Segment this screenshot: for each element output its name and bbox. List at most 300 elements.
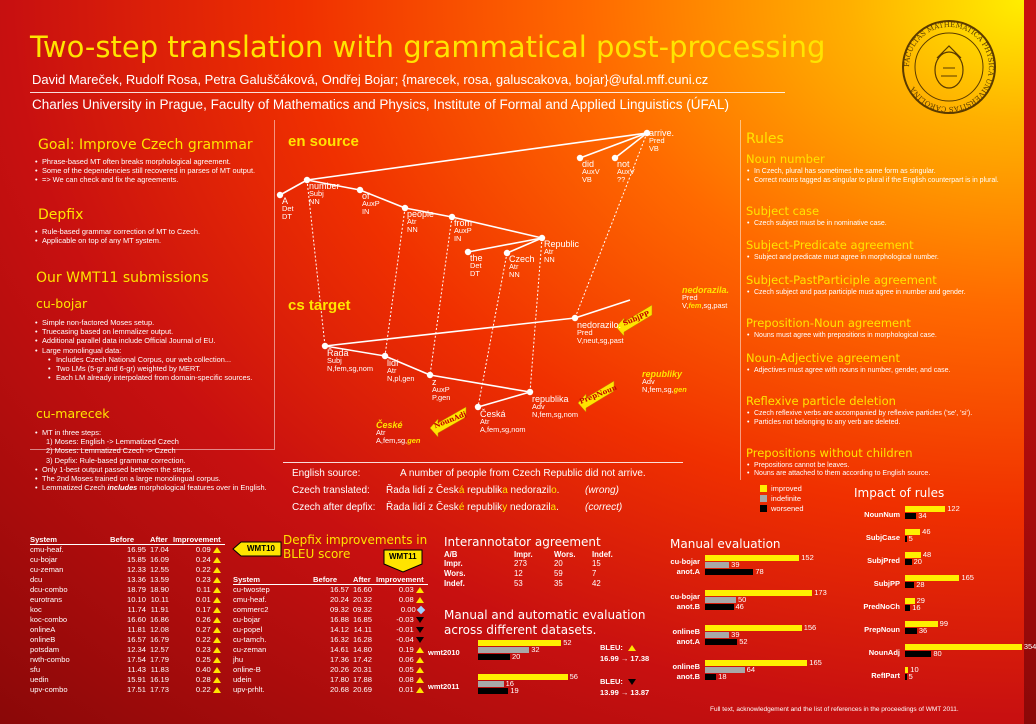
bar-value: 34 [918, 511, 927, 520]
sentence-text: Řada lidí z České republiky nedorazila. [386, 502, 559, 513]
up-arrow-icon [213, 557, 221, 563]
table-cell: 13.59 [150, 575, 170, 584]
alignment-link [430, 217, 452, 375]
tree-edge [468, 238, 542, 252]
list-item: • => We can check and fix the agreements. [34, 175, 274, 184]
morph-tag: N,pl,gen [387, 374, 415, 383]
group-label: wmt2010 [428, 648, 460, 657]
improvement-value: 0.28 [195, 675, 211, 684]
bar-value: 50 [738, 595, 747, 604]
list-item: • In Czech, plural has sometimes the same form as singular. [746, 168, 1008, 177]
improvement-value: 0.26 [195, 615, 211, 624]
table-cell: rwth-combo [30, 655, 70, 664]
improvement-value: 0.03 [398, 585, 414, 594]
bar [705, 625, 802, 631]
sentence-divider [283, 462, 683, 463]
table-cell [376, 605, 428, 615]
sentence-note: (correct) [585, 502, 623, 513]
list-item: • Large monolingual data: [34, 346, 274, 355]
word: nedorazilo. [577, 320, 622, 330]
group-label: onlineB [672, 627, 700, 636]
sentence-label: Czech translated: [292, 485, 370, 496]
table-cell: sfu [30, 665, 41, 674]
bar-value: 39 [731, 630, 740, 639]
table-cell [376, 675, 428, 685]
word: nedorazila. [682, 285, 730, 295]
table-cell [173, 585, 225, 595]
table-cell: 15.91 [126, 675, 146, 684]
table-cell: 15.85 [126, 555, 146, 564]
table-row [30, 595, 225, 605]
tree-node-label [454, 219, 472, 243]
table-cell: 16.85 [353, 615, 373, 624]
table-cell [173, 635, 225, 645]
rule-heading: Subject-PastParticiple agreement [746, 273, 937, 287]
sentence-label: Czech after depfix: [292, 502, 376, 513]
table-cell: 16.95 [126, 545, 146, 554]
improvement-value: 0.05 [398, 665, 414, 674]
bleu-value: 16.99 → 17.38 [600, 654, 650, 663]
bar [905, 559, 912, 565]
afun-tag: AuxP [362, 199, 380, 208]
bar [905, 651, 931, 657]
bar-value: 165 [961, 573, 974, 582]
down-arrow-icon [416, 627, 424, 633]
rule-description [746, 462, 1008, 479]
morph-tag: N,fem,sg,nom [327, 364, 374, 373]
table-cell: 12.57 [150, 645, 170, 654]
improvement-value: 0.23 [195, 645, 211, 654]
table-cell: 17.80 [329, 675, 349, 684]
sentence-label: English source: [292, 468, 361, 479]
up-arrow-icon [213, 667, 221, 673]
rule-label: NounNum [864, 510, 900, 519]
table-cell: cu-zeman [233, 645, 267, 654]
tree-node-label [642, 370, 687, 394]
table-cell: upv-prhlt. [233, 685, 265, 694]
goal-heading: Goal: Improve Czech grammar [38, 137, 253, 153]
improvement-value: 0.01 [398, 685, 414, 694]
down-arrow-icon [628, 679, 636, 685]
morph-tag: P,gen [432, 393, 451, 402]
bar [705, 604, 734, 610]
improvement-value: 0.09 [195, 545, 211, 554]
bar-value: 52 [739, 637, 748, 646]
morph-tag: IN [454, 234, 462, 243]
word: Republic [544, 239, 580, 249]
up-arrow-icon [416, 687, 424, 693]
table-cell: 20.24 [329, 595, 349, 604]
rule-label: PrepNoun [864, 625, 900, 634]
table-cell: 13.36 [126, 575, 146, 584]
cubojar-list [34, 318, 274, 382]
diamond-icon [416, 606, 424, 614]
sentence-text: A number of people from Czech Republic did not arrive. [400, 468, 646, 479]
column-header: After [150, 535, 173, 545]
table-row [233, 625, 428, 635]
improvement-value: 0.01 [195, 595, 211, 604]
tree-edge [575, 300, 630, 318]
column-header: System [30, 535, 110, 545]
table-cell: cu-bojar [30, 555, 58, 564]
table-cell: 17.42 [353, 655, 373, 664]
goal-list [34, 157, 274, 185]
bar [905, 605, 910, 611]
column-header: Improvement [173, 535, 225, 545]
bar-value: 173 [814, 588, 827, 597]
table-cell: 12.55 [150, 565, 170, 574]
table-cell: online-B [233, 665, 261, 674]
table-cell: 09.32 [329, 605, 349, 614]
improvement-value: 0.24 [195, 555, 211, 564]
bar-value: 18 [718, 672, 727, 681]
table-cell: Indef. [444, 579, 465, 588]
iaa-table [444, 550, 617, 589]
improvement-value: 0.11 [196, 585, 211, 594]
tree-edge [507, 238, 542, 253]
bar-value: 20 [913, 557, 922, 566]
table-cell: cu-tamch. [233, 635, 267, 644]
list-item: • Nouns must agree with prepositions in morphological case. [746, 332, 1008, 341]
table-cell: 11.91 [150, 605, 170, 614]
morph-tag: A,fem,sg,gen [376, 436, 421, 445]
tree-node-label [582, 160, 600, 184]
group-label: cu-bojar [670, 557, 700, 566]
bar-value: 5 [908, 672, 913, 681]
bar [478, 674, 568, 680]
table-cell: Impr. [444, 559, 463, 568]
bar [478, 640, 561, 646]
bar-value: 165 [809, 658, 822, 667]
table-cell: cu-popel [233, 625, 263, 634]
word: Czech [509, 254, 535, 264]
manual-auto-heading: Manual and automatic evaluation across different datasets. [444, 608, 646, 637]
column-header: After [353, 575, 376, 585]
legend-swatch [760, 485, 767, 492]
word: lidí [387, 358, 399, 368]
column-header: System [233, 575, 313, 585]
en-source-label: en source [288, 133, 359, 150]
morph-tag: IN [362, 207, 370, 216]
bar-value: 32 [531, 645, 540, 654]
table-row [233, 595, 428, 605]
down-arrow-icon [416, 637, 424, 643]
word: of [362, 191, 370, 201]
bar-value: 48 [922, 550, 932, 559]
group-label: onlineB [672, 662, 700, 671]
bar-value: 19 [510, 686, 519, 695]
rule-label: PrepNoun [578, 382, 619, 406]
table-cell: 15 [592, 559, 601, 568]
footer-note: Full text, acknowledgement and the list of references in the proceedings of WMT 2011. [710, 706, 959, 713]
tree-node-label [682, 286, 729, 310]
table-cell: Wors. [444, 569, 466, 578]
up-arrow-icon [213, 657, 221, 663]
list-subitem: • Each LM already interpolated from domain-specific sources. [34, 373, 274, 382]
word: republiky [642, 369, 683, 379]
wmt10-badge: WMT10 [233, 542, 281, 561]
up-arrow-icon [628, 645, 636, 651]
table-row [30, 635, 225, 645]
correction-arrow [430, 407, 468, 437]
tree-node-label [470, 254, 483, 278]
table-cell: 09.32 [353, 605, 373, 614]
table-row [30, 685, 225, 695]
table-row [233, 635, 428, 645]
table-cell: cmu-heaf. [233, 595, 267, 604]
list-item: • Truecasing based on lemmalizer output. [34, 327, 274, 336]
list-item: • Czech reflexive verbs are accompanied by reflexive particles ('se', 'si'). [746, 410, 1008, 419]
bar [905, 575, 959, 581]
table-cell: 12.34 [126, 645, 146, 654]
bar [705, 590, 812, 596]
improvement-value: -0.04 [396, 635, 414, 644]
group-label: cu-bojar [670, 592, 700, 601]
list-item: • Only 1-best output passed between the steps. [34, 465, 274, 474]
bar [705, 562, 729, 568]
afun-tag: Subj [327, 356, 342, 365]
tree-edge [325, 318, 575, 346]
bar [705, 597, 736, 603]
table-cell [173, 645, 225, 655]
rule-heading: Subject-Predicate agreement [746, 238, 914, 253]
afun-tag: Det [470, 261, 482, 270]
table-cell [173, 605, 225, 615]
column-header: Wors. [554, 550, 576, 559]
list-step: 3) Depfix: Rule-based grammar correction. [46, 455, 186, 465]
list-item: • Lemmatized Czech includes morphological features over in English. [34, 483, 274, 492]
morph-tag: V,fem,sg,past [682, 301, 728, 310]
svg-text:FACULTAS MATHEMATICA PHYSICA U: FACULTAS MATHEMATICA PHYSICA UNIVERSITAS CAROLINA [902, 20, 996, 114]
table-cell [173, 665, 225, 675]
table-row [30, 655, 225, 665]
improvement-value: 0.22 [195, 685, 211, 694]
table-cell [376, 685, 428, 695]
bar-value: 122 [947, 504, 960, 513]
table-cell: koc-combo [30, 615, 68, 624]
table-cell: 20.68 [329, 685, 349, 694]
table-cell: dcu [30, 575, 43, 584]
improvement-value: 0.08 [398, 595, 414, 604]
rule-description [746, 367, 1008, 376]
table-cell: 16.88 [329, 615, 349, 624]
table-cell: 14.80 [353, 645, 373, 654]
list-item: • The 2nd Moses trained on a large monolingual corpus. [34, 474, 274, 483]
table-cell: 20.32 [353, 595, 373, 604]
word: republika [532, 394, 569, 404]
table-cell: 11.83 [150, 665, 170, 674]
table-cell: 14.11 [353, 625, 373, 634]
tree-node-label [432, 378, 450, 402]
table-cell [173, 565, 225, 575]
bar-value: 156 [803, 623, 817, 632]
alignment-link [385, 208, 405, 356]
bar-value: 29 [916, 596, 925, 605]
afun-tag: Atr [387, 366, 397, 375]
up-arrow-icon [213, 567, 221, 573]
morph-tag: NN [544, 255, 555, 264]
rule-heading: Noun number [746, 152, 825, 166]
up-arrow-icon [213, 627, 221, 633]
table-row [233, 645, 428, 655]
table-cell: 20.26 [329, 665, 349, 674]
table-cell [173, 685, 225, 695]
wmt11-results-table [233, 575, 428, 695]
list-item: • Additional parallel data include Official Journal of EU. [34, 336, 274, 345]
word: arrive. [649, 128, 675, 138]
table-cell: 16.60 [126, 615, 146, 624]
improvement-value: 0.00 [400, 605, 416, 614]
table-cell: udein [233, 675, 252, 684]
bleu-label: BLEU: [600, 643, 623, 652]
table-cell: koc [30, 605, 42, 614]
bar-value: 28 [916, 580, 925, 589]
table-row [30, 615, 225, 625]
table-cell [376, 665, 428, 675]
rule-heading: Reflexive particle deletion [746, 394, 896, 408]
up-arrow-icon [416, 657, 424, 663]
table-cell: 35 [554, 579, 563, 588]
down-arrow-icon [416, 617, 424, 623]
word: České [376, 420, 403, 430]
table-row [233, 585, 428, 596]
table-cell [173, 575, 225, 585]
bar [905, 582, 914, 588]
manual-eval-chart [660, 555, 840, 695]
bar [478, 647, 529, 653]
group-label: anot.A [676, 637, 700, 646]
morph-tag: NN [309, 197, 320, 206]
bar [905, 674, 907, 680]
tree-node-label [480, 410, 526, 434]
list-item: • Applicable on top of any MT system. [34, 236, 274, 245]
table-cell [376, 615, 428, 625]
morph-tag: N,fem,sg,nom [532, 410, 579, 419]
rule-description [746, 168, 1008, 185]
rule-label: NounAdj [432, 409, 468, 431]
iaa-heading: Interannotator agreement [444, 535, 601, 549]
improvement-value: 0.08 [398, 675, 414, 684]
word: A [282, 196, 289, 206]
bar [705, 660, 807, 666]
up-arrow-icon [416, 587, 424, 593]
cumarecek-list [34, 428, 274, 492]
column-header: A/B [444, 550, 458, 559]
cs-target-label: cs target [288, 297, 351, 314]
cubojar-heading: cu-bojar [36, 296, 88, 311]
table-cell: 17.51 [126, 685, 146, 694]
bar-value: 20 [512, 652, 521, 661]
morph-tag: NN [407, 225, 418, 234]
tree-node-label [407, 210, 434, 234]
morph-tag: V,neut,sg,past [577, 336, 624, 345]
bar-value: 46 [735, 602, 744, 611]
column-header: Indef. [592, 550, 613, 559]
table-cell: 11.74 [127, 605, 146, 614]
tree-node-label [376, 421, 420, 445]
afun-tag: Atr [480, 417, 490, 426]
rule-description [746, 220, 1008, 229]
morph-tag: DT [282, 212, 292, 221]
bar [478, 688, 508, 694]
up-arrow-icon [213, 687, 221, 693]
table-cell [173, 595, 225, 605]
up-arrow-icon [416, 667, 424, 673]
table-cell: 16.79 [150, 635, 170, 644]
table-cell: 16.32 [329, 635, 349, 644]
bar [705, 569, 753, 575]
table-row [30, 575, 225, 585]
authors-line: David Mareček, Rudolf Rosa, Petra Galuščáková, Ondřej Bojar; {marecek, rosa, galuscakova, bojar}@ufal.mff.cuni.cz [32, 72, 709, 87]
bar [705, 639, 737, 645]
table-cell: 16.60 [353, 585, 373, 594]
table-row [233, 665, 428, 675]
table-cell: dcu-combo [30, 585, 68, 594]
table-cell [173, 625, 225, 635]
improvement-value: 0.23 [195, 575, 211, 584]
up-arrow-icon [416, 647, 424, 653]
group-label: anot.B [676, 672, 700, 681]
table-cell: eurotrans [30, 595, 63, 604]
word: from [454, 218, 472, 228]
up-arrow-icon [213, 547, 221, 553]
improvement-value: -0.03 [396, 615, 414, 624]
rule-description [746, 289, 1008, 298]
morph-tag: ?? [617, 175, 626, 184]
table-cell: cu-bojar [233, 615, 261, 624]
table-row [233, 655, 428, 665]
rules-heading: Rules [746, 131, 784, 147]
tree-node-label [387, 359, 415, 383]
afun-tag: Pred [577, 328, 593, 337]
rule-heading: Prepositions without children [746, 445, 913, 460]
up-arrow-icon [213, 637, 221, 643]
improvement-value: 0.19 [398, 645, 414, 654]
tree-node-label [362, 192, 380, 216]
bar [478, 654, 510, 660]
bar [905, 513, 916, 519]
table-row [30, 675, 225, 685]
list-item: • Nouns are attached to them according to English source. [746, 470, 1008, 479]
improvement-value: 0.25 [195, 655, 211, 664]
word: Řada [327, 348, 349, 358]
group-label: anot.A [676, 567, 700, 576]
improvement-value: 0.27 [195, 625, 211, 634]
list-item: • Czech subject and past participle must agree in number and gender. [746, 289, 1008, 298]
rule-label: NounAdj [868, 648, 900, 657]
word: Česká [480, 409, 506, 419]
improvement-value: 0.17 [195, 605, 211, 614]
word: not [617, 159, 630, 169]
table-cell: 18.90 [150, 585, 170, 594]
table-cell: 17.54 [126, 655, 146, 664]
bar-value: 16 [505, 679, 514, 688]
sentence-text: Řada lidí z Česká republika nedorazilo. [386, 485, 560, 496]
wmt-heading: Our WMT11 submissions [36, 270, 209, 286]
table-cell: 20 [554, 559, 563, 568]
afun-tag: AuxP [454, 226, 472, 235]
tree-edge [280, 180, 307, 195]
table-row [233, 675, 428, 685]
bar [905, 536, 907, 542]
tree-edge [580, 133, 647, 158]
list-item: • Prepositions cannot be leaves. [746, 462, 1008, 471]
table-row [30, 585, 225, 595]
table-cell: 10.11 [150, 595, 170, 604]
up-arrow-icon [213, 607, 221, 613]
up-arrow-icon [213, 587, 221, 593]
header-divider [30, 92, 785, 93]
